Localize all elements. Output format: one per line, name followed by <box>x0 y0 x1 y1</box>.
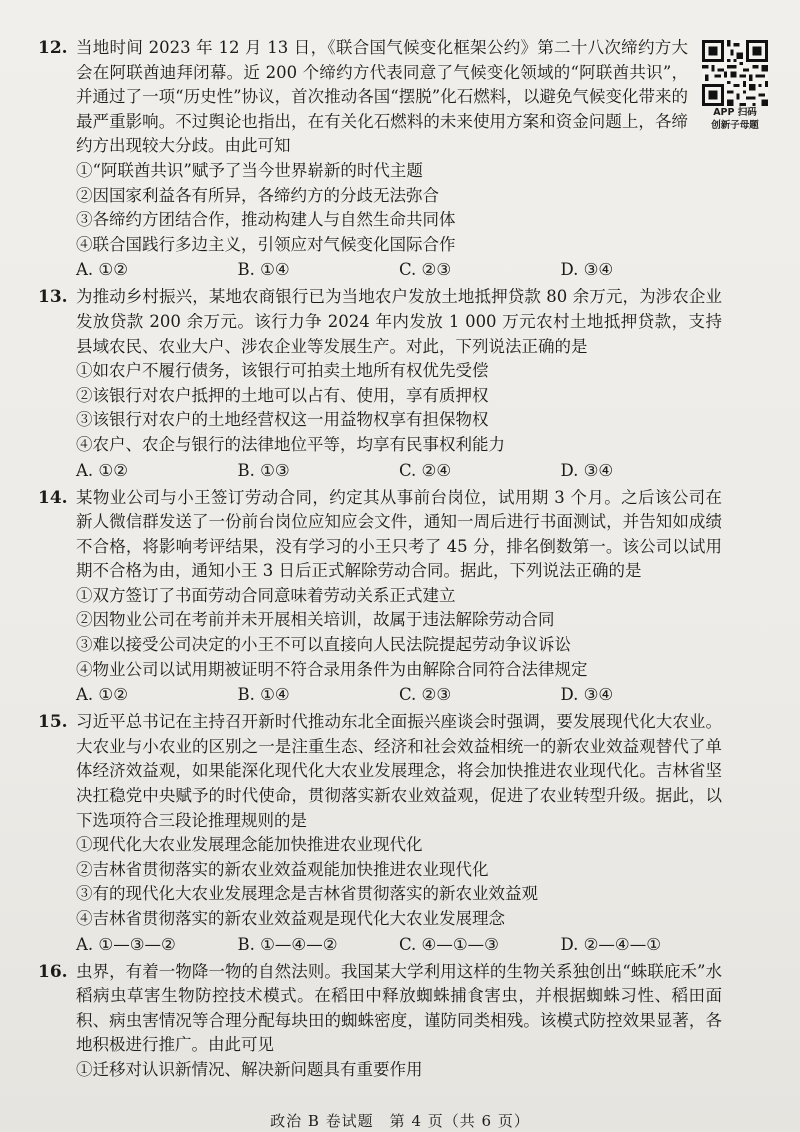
answer-choices <box>76 458 722 483</box>
answer-choices <box>76 932 722 957</box>
choice-b: B. ①③ <box>237 460 290 480</box>
statement-3: ③该银行对农户的土地经营权这一用益物权享有担保物权 <box>76 410 489 430</box>
qr-caption-line2: 创新子母题 <box>711 120 759 131</box>
choice-c: C. ②③ <box>399 685 452 705</box>
answer-choices <box>76 257 722 282</box>
question-stem: 虫界，有着一物降一物的自然法则。我国某大学利用这样的生物关系独创出“蛛联庇禾”水稻病虫草害生物防控技术模式。在稻田中释放蜘蛛捕食害虫，并根据蜘蛛习性、稻田面积、病虫害情况等合理分配每块田的蜘蛛密度，谨防同类相残。该模式防控效果显著，各地积极进行推广。由此可见 <box>76 961 722 1055</box>
choice-d: D. ③④ <box>560 685 614 705</box>
choice-a: A. ①② <box>76 685 128 705</box>
question-stem: 某物业公司与小王签订劳动合同，约定其从事前台岗位，试用期 3 个月。之后该公司在新人微信群发送了一份前台岗位应知应会文件，通知一周后进行书面测试，并告知如成绩不合格，将影响考评结果，没有学习的小王只考了 45 分，排名倒数第一。该公司以试用期不合格为由，通知小王 3 日后正式解除劳动合同。据此，下列说法正确的是 <box>76 487 722 581</box>
question-number: 14. <box>38 487 68 508</box>
statement-2: ②吉林省贯彻落实的新农业效益观能加快推进农业现代化 <box>76 859 489 879</box>
question-13 <box>38 285 722 482</box>
choice-d: D. ②—④—① <box>560 934 662 954</box>
statement-4: ④农户、农企与银行的法律地位平等，均享有民事权利能力 <box>76 434 505 454</box>
answer-choices <box>76 682 722 707</box>
question-number: 16. <box>38 961 68 982</box>
statement-3: ③难以接受公司决定的小王不可以直接向人民法院提起劳动争议诉讼 <box>76 635 571 655</box>
question-number: 13. <box>38 287 68 308</box>
choice-a: A. ①—③—② <box>76 934 176 954</box>
choice-d: D. ③④ <box>560 460 614 480</box>
question-number: 12. <box>38 38 68 58</box>
statement-2: ②因国家利益各有所异，各缔约方的分歧无法弥合 <box>76 185 439 205</box>
choice-c: C. ④—①—③ <box>399 934 499 954</box>
statement-1: ①“阿联酋共识”赋予了当今世界崭新的时代主题 <box>76 160 423 180</box>
choice-c: C. ②③ <box>399 260 452 280</box>
statement-4: ④物业公司以试用期被证明不符合录用条件为由解除合同符合法律规定 <box>76 659 588 679</box>
choice-c: C. ②④ <box>399 460 452 480</box>
choice-b: B. ①—④—② <box>237 934 338 954</box>
statement-3: ③有的现代化大农业发展理念是吉林省贯彻落实的新农业效益观 <box>76 884 538 904</box>
choice-a: A. ①② <box>76 260 128 280</box>
question-stem: 当地时间 2023 年 12 月 13 日，《联合国气候变化框架公约》第二十八次缔约方大会在阿联酋迪拜闭幕。近 200 个缔约方代表同意了气候变化领域的“阿联酋共识”，并通过了一项“历史性”协议，首次推动各国“摆脱”化石燃料，以避免气候变化带来的最严重影响。不过舆论也指出，在有关化石燃料的未来使用方案和资金问题上，各缔约方出现较大分歧。由此可知 <box>76 38 688 156</box>
question-14 <box>38 486 722 708</box>
choice-b: B. ①④ <box>237 260 290 280</box>
question-list <box>38 36 722 1085</box>
question-12 <box>38 36 722 282</box>
statement-4: ④联合国践行多边主义，引领应对气候变化国际合作 <box>76 234 456 254</box>
statement-1: ①双方签订了书面劳动合同意味着劳动关系正式建立 <box>76 585 456 605</box>
statement-1: ①如农户不履行债务，该银行可拍卖土地所有权优先受偿 <box>76 361 489 381</box>
statement-2: ②因物业公司在考前并未开展相关培训，故属于违法解除劳动合同 <box>76 610 555 630</box>
choice-d: D. ③④ <box>560 260 614 280</box>
question-16 <box>38 960 722 1083</box>
choice-b: B. ①④ <box>237 685 290 705</box>
statement-1: ①现代化大农业发展理念能加快推进农业现代化 <box>76 835 423 855</box>
question-15 <box>38 710 722 956</box>
statement-4: ④吉林省贯彻落实的新农业效益观是现代化大农业发展理念 <box>76 909 505 928</box>
statement-1: ①迁移对认识新情况、解决新问题具有重要作用 <box>76 1059 423 1079</box>
choice-a: A. ①② <box>76 460 128 480</box>
statement-3: ③各缔约方团结合作，推动构建人与自然生命共同体 <box>76 210 456 230</box>
question-stem: 为推动乡村振兴，某地农商银行已为当地农户发放土地抵押贷款 80 余万元，为涉农企业发放贷款 200 余万元。该行力争 2024 年内发放 1 000 万元农村土地抵押贷款，支持县域农民、农业大户、涉农企业等发展生产。对此，下列说法正确的是 <box>76 287 722 356</box>
question-stem: 习近平总书记在主持召开新时代推动东北全面振兴座谈会时强调，要发展现代化大农业。大农业与小农业的区别之一是注重生态、经济和社会效益相统一的新农业效益观替代了单体经济效益观，如果能深化现代化大农业发展理念，将会加快推进农业现代化。吉林省坚决扛稳党中央赋予的时代使命，贯彻落实新农业效益观，促进了农业转型升级。据此，以下选项符合三段论推理规则的是 <box>76 712 722 830</box>
page-footer: 政治 B 卷试题 第 4 页（共 6 页） <box>270 1112 530 1130</box>
statement-2: ②该银行对农户抵押的土地可以占有、使用，享有质押权 <box>76 385 489 405</box>
question-number: 15. <box>38 712 68 733</box>
qr-caption-line1: APP 扫码 <box>713 107 757 118</box>
